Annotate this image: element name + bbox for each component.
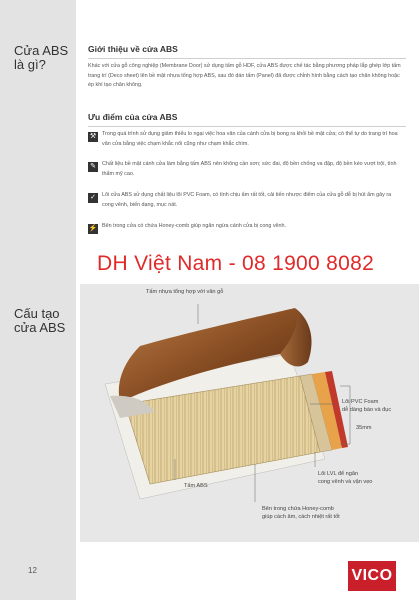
callout-top-sheet: Tấm nhựa tổng hợp với vân gỗ [146, 289, 224, 295]
door-structure-diagram [80, 284, 419, 542]
saw-icon: ⚡ [88, 225, 98, 232]
callout-lvl-core: Lõi LVL để ngăn cong vênh và vặn vẹo [318, 471, 373, 485]
callout-thickness: 35mm [356, 425, 372, 431]
advantage-item [88, 130, 406, 152]
advantage-item [88, 160, 406, 182]
advantage-text: Chất liệu bề mặt cánh cửa làm bằng tấm ABS nên không cần sơn; sức đai, độ bền chống va đập, độ bền kéo vượt trội, tính thẩm mỹ cao. [102, 161, 397, 177]
callout-honeycomb: Bên trong chứa Honey-comb giúp cách âm, cách nhiệt rất tốt [262, 506, 340, 520]
callout-pvc-foam: Lõi PVC Foam dễ dàng bào và đục [342, 399, 392, 413]
advantage-item [88, 222, 406, 244]
page-number: 12 [28, 566, 37, 575]
logo-text: VICO [351, 567, 393, 584]
brand-logo [348, 561, 396, 591]
divider [88, 126, 406, 127]
intro-heading: Giới thiệu về cửa ABS [88, 44, 178, 54]
watermark-text: DH Việt Nam - 08 1900 8082 [97, 252, 375, 275]
brush-icon: ✎ [88, 162, 98, 172]
divider [88, 58, 406, 59]
check-icon: ✓ [88, 193, 98, 203]
section-title-what-is: Cửa ABS là gì? [14, 43, 69, 72]
intro-body: Khác với cửa gỗ công nghiệp (Membrane Door) sử dụng tấm gỗ HDF, cửa ABS được chế tác bằng phương pháp lắp ghép lớp tấm trang trí (Deco sheet) lên bề mặt nhựa tổng hợp ABS, sau đó dán tấm (Panel) đã được chỉnh hình bằng cách tạo chân không hoặc ép khí tạo chân không. [88, 63, 401, 88]
hammer-icon: ⚒ [89, 133, 97, 140]
callout-abs-sheet: Tấm ABS [184, 483, 208, 489]
advantage-text: Lõi cửa ABS sử dụng chất liệu lõi PVC Foam, có tính chịu ẩm rất tốt, cải tiến nhược điểm của cửa gỗ dễ bị hút ẩm gây ra cong vênh, biến dạng, mục nát. [102, 192, 392, 208]
section-title-structure: Cấu tạo cửa ABS [14, 306, 66, 335]
sidebar [0, 0, 76, 600]
advantage-item [88, 191, 406, 213]
advantage-text: Bên trong cửa có chứa Honey-comb giúp ngăn ngừa cánh cửa bị cong vênh. [102, 223, 287, 229]
advantage-text: Trong quá trình sử dụng giảm thiểu lo ngại việc hoa văn của cánh cửa bị bong ra khỏi bề mặt cửa; có thể tự do trang trí hoa văn cửa bằng việc chạm khắc nổi cũng như chạm khắc chìm. [102, 131, 398, 147]
advantages-heading: Ưu điểm của cửa ABS [88, 112, 178, 122]
